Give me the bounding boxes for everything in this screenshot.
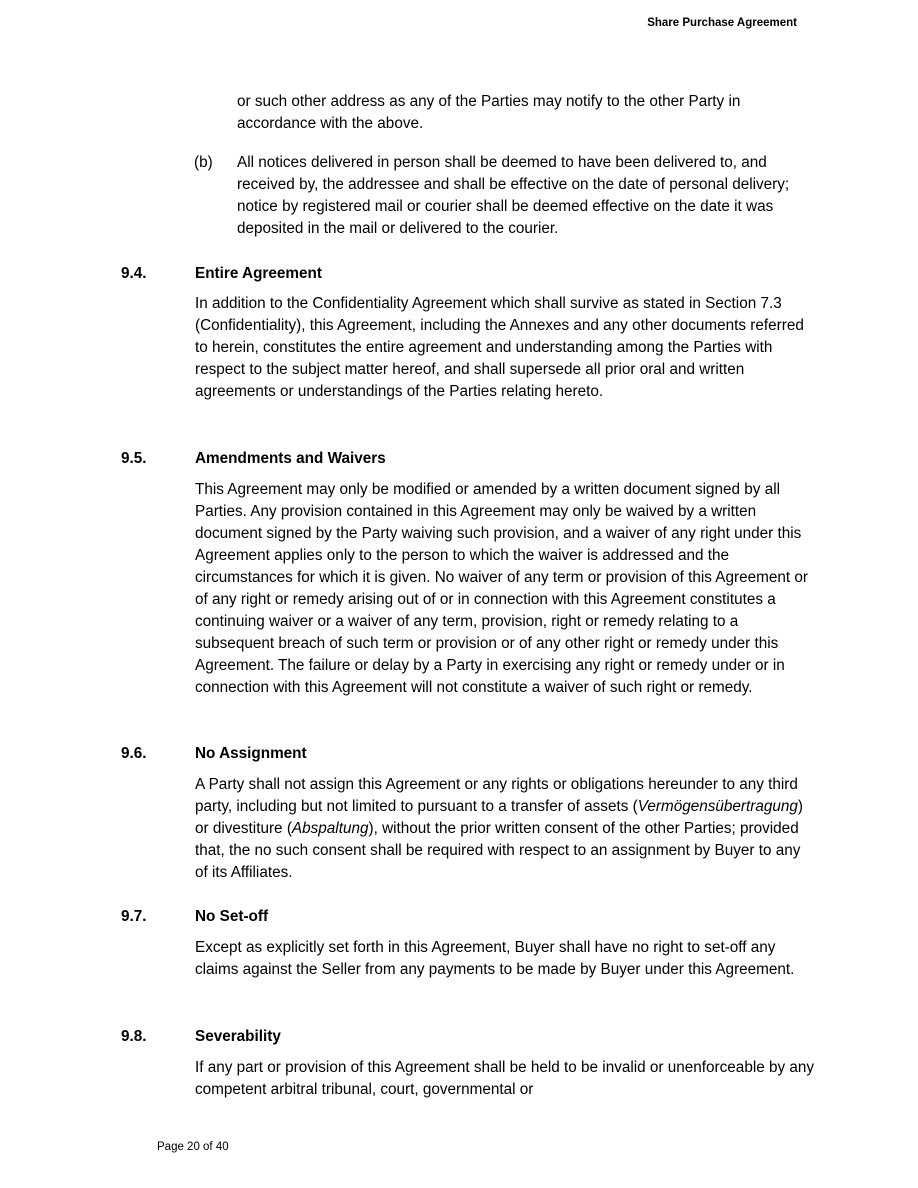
item-b-label: (b) — [194, 154, 213, 171]
section-number: 9.8. — [121, 1028, 147, 1045]
section-9-6-body — [195, 774, 815, 884]
section-number: 9.6. — [121, 745, 147, 762]
section-title: Entire Agreement — [195, 265, 322, 282]
continuation-paragraph: or such other address as any of the Parties may notify to the other Party in accordance with the above. — [237, 93, 741, 132]
item-b-text: All notices delivered in person shall be deemed to have been delivered to, and received by, the addressee and shall be effective on the date of personal delivery; notice by registered mail or courier shall be deemed effective on the date it was deposited in the mail or delivered to the courier. — [237, 154, 790, 237]
german-term: Abspaltung — [291, 820, 369, 837]
section-9-5-body: This Agreement may only be modified or amended by a written document signed by all Parties. Any provision contained in this Agreement may only be waived by a written document signed by the Party waiving such provision, and a waiver of any right under this Agreement applies only to the person to which the waiver is addressed and the circumstances for which it is given. No waiver of any term or provision of this Agreement or of any right or remedy arising out of or in connection with this Agreement constitutes a continuing waiver or a waiver of any term, provision, right or remedy relating to a subsequent breach of such term or provision or of any other right or remedy under this Agreement. The failure or delay by a Party in exercising any right or remedy under or in connection with this Agreement will not constitute a waiver of such right or remedy. — [195, 481, 808, 696]
section-9-7-body: Except as explicitly set forth in this Agreement, Buyer shall have no right to set-off any claims against the Seller from any payments to be made by Buyer under this Agreement. — [195, 939, 795, 978]
body-text-part: A Party shall not assign this Agreement or any rights or obligations hereunder to any third party, including but not limited to pursuant to a transfer of assets ( — [195, 776, 798, 815]
document-header-title: Share Purchase Agreement — [647, 17, 797, 29]
section-number: 9.7. — [121, 908, 147, 925]
section-number: 9.5. — [121, 450, 147, 467]
page-number: Page 20 of 40 — [157, 1141, 229, 1153]
body-text-part: ) or divestiture ( — [195, 798, 803, 837]
section-9-4-body: In addition to the Confidentiality Agreement which shall survive as stated in Section 7.3 (Confidentiality), this Agreement, including the Annexes and any other documents referred to herein, constitutes the entire agreement and understanding among the Parties with respect to the subject matter hereof, and shall supersede all prior oral and written agreements or understandings of the Parties relating hereto. — [195, 295, 804, 400]
german-term: Vermögensübertragung — [637, 798, 798, 815]
section-number: 9.4. — [121, 265, 147, 282]
section-9-8-body: If any part or provision of this Agreement shall be held to be invalid or unenforceable by any competent arbitral tribunal, court, governmental or — [195, 1059, 815, 1098]
body-text-part: ), without the prior written consent of the other Parties; provided that, the no such consent shall be required with respect to an assignment by Buyer to any of its Affiliates. — [195, 820, 801, 881]
section-title: Severability — [195, 1028, 281, 1045]
section-title: No Assignment — [195, 745, 307, 762]
section-title: Amendments and Waivers — [195, 450, 386, 467]
section-title: No Set-off — [195, 908, 269, 925]
